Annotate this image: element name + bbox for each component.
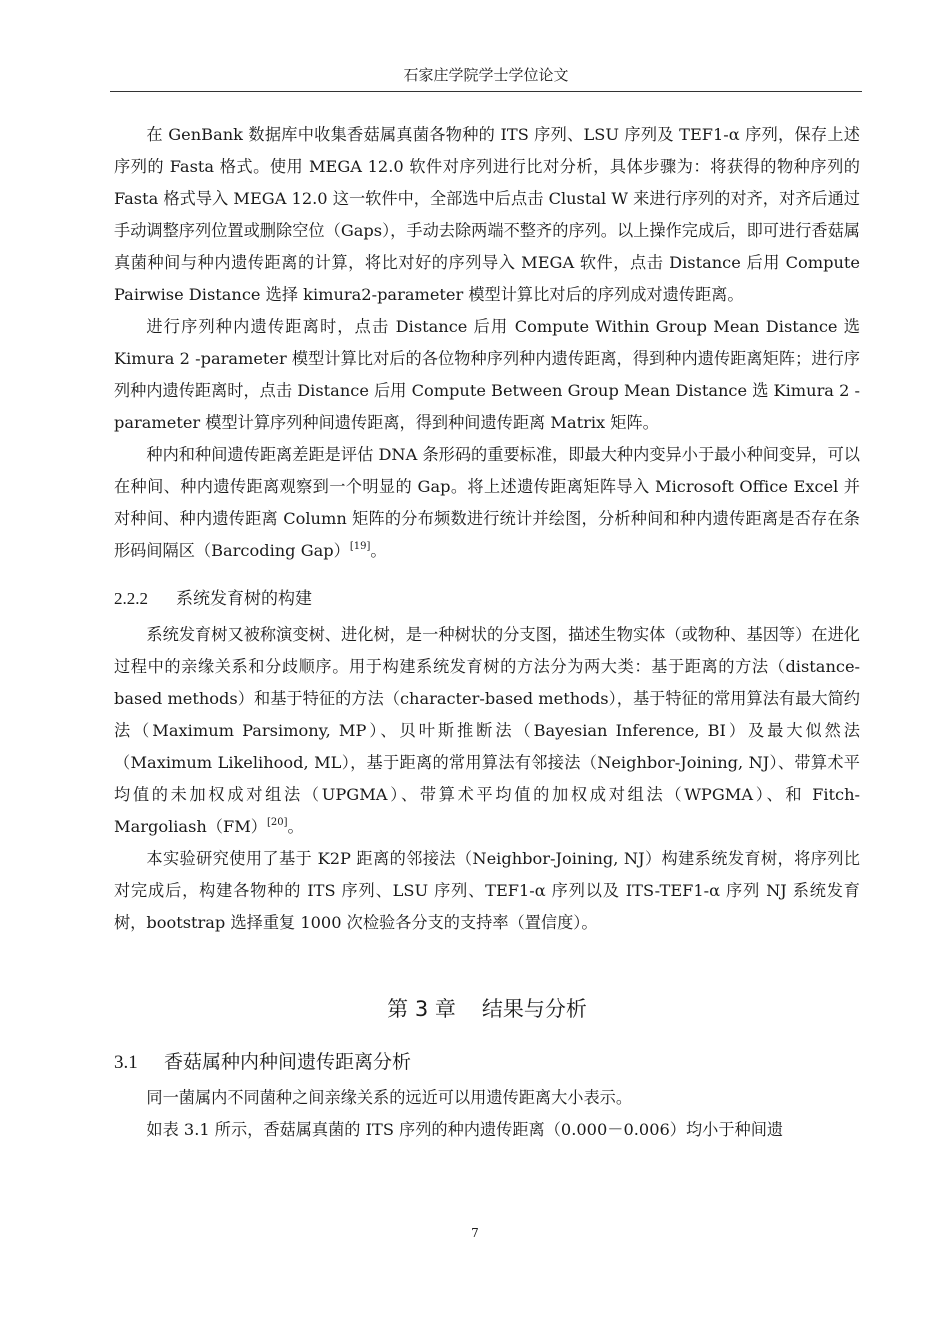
page-number: 7	[471, 1226, 479, 1240]
paragraph-4-text: 系统发育树又被称演变树、进化树，是一种树状的分支图，描述生物实体（或物种、基因等）在进化过程中的亲缘关系和分歧顺序。用于构建系统发育树的方法分为两大类：基于距离的方法（distance-based methods）和基于特征的方法（character-based methods），基于特征的常用算法有最大简约法（Maximum Parsimony, MP）、贝叶斯推断法（Bayesian Inference, BI）及最大似然法（Maximum Likelihood, ML），基于距离的常用算法有邻接法（Neighbor-Joining, NJ）、带算术平均值的未加权成对组法（UPGMA）、带算术平均值的加权成对组法（WPGMA）、和 Fitch-Margoliash（FM）	[114, 625, 860, 836]
citation-19: [19]	[349, 541, 371, 552]
paragraph-3-text: 种内和种间遗传距离差距是评估 DNA 条形码的重要标准，即最大种内变异小于最小种间变异，可以在种间、种内遗传距离观察到一个明显的 Gap。将上述遗传距离矩阵导入 Microsoft Office Excel 并对种间、种内遗传距离 Column 矩阵的分布频数进行统计并绘图，分析种间和种内遗传距离是否存在条形码间隔区（Barcoding Gap）	[114, 445, 860, 560]
paragraph-5: 本实验研究使用了基于 K2P 距离的邻接法（Neighbor-Joining, NJ）构建系统发育树，将序列比对完成后，构建各物种的 ITS 序列、LSU 序列、TEF1-α 序列以及 ITS-TEF1-α 序列 NJ 系统发育树，bootstrap 选择重复 1000 次检验各分支的支持率（置信度）。	[114, 849, 860, 932]
paragraph-3	[114, 439, 860, 567]
chapter-title: 结果与分析	[481, 997, 587, 1021]
section-number: 2.2.2	[114, 589, 148, 608]
citation-20: [20]	[267, 817, 288, 828]
chapter-heading	[114, 991, 860, 1027]
section-title: 香菇属种内种间遗传距离分析	[164, 1051, 412, 1073]
header-rule	[110, 91, 862, 92]
paragraph-4-end: 。	[287, 817, 304, 836]
paragraph-3-end: 。	[370, 541, 387, 560]
page-body	[114, 119, 860, 1146]
paragraph-4	[114, 619, 860, 843]
section-heading-3-1	[114, 1047, 860, 1078]
paragraph-7: 如表 3.1 所示，香菇属真菌的 ITS 序列的种内遗传距离（0.000－0.006）均小于种间遗	[146, 1120, 784, 1139]
paragraph-6: 同一菌属内不同菌种之间亲缘关系的远近可以用遗传距离大小表示。	[146, 1088, 633, 1107]
section-heading-2-2-2	[114, 585, 860, 613]
paragraph-2: 进行序列种内遗传距离时，点击 Distance 后用 Compute Within Group Mean Distance 选 Kimura 2 -parameter 模型计算比对后的各位物种序列种内遗传距离，得到种内遗传距离矩阵；进行序列种内遗传距离时，点击 Distance 后用 Compute Between Group Mean Distance 选 Kimura 2 -parameter 模型计算序列种间遗传距离，得到种间遗传距离 Matrix 矩阵。	[114, 317, 861, 432]
paragraph-1: 在 GenBank 数据库中收集香菇属真菌各物种的 ITS 序列、LSU 序列及 TEF1-α 序列，保存上述序列的 Fasta 格式。使用 MEGA 12.0 软件对序列进行比对分析，具体步骤为：将获得的物种序列的 Fasta 格式导入 MEGA 12.0 这一软件中，全部选中后点击 Clustal W 来进行序列的对齐，对齐后通过手动调整序列位置或删除空位（Gaps），手动去除两端不整齐的序列。以上操作完成后，即可进行香菇属真菌种间与种内遗传距离的计算，将比对好的序列导入 MEGA 软件，点击 Distance 后用 Compute Pairwise Distance 选择 kimura2-parameter 模型计算比对后的序列成对遗传距离。	[114, 125, 860, 304]
chapter-number: 第 3 章	[387, 997, 456, 1021]
section-title: 系统发育树的构建	[176, 589, 312, 609]
running-header: 石家庄学院学士学位论文	[403, 66, 569, 84]
section-number: 3.1	[114, 1052, 138, 1073]
